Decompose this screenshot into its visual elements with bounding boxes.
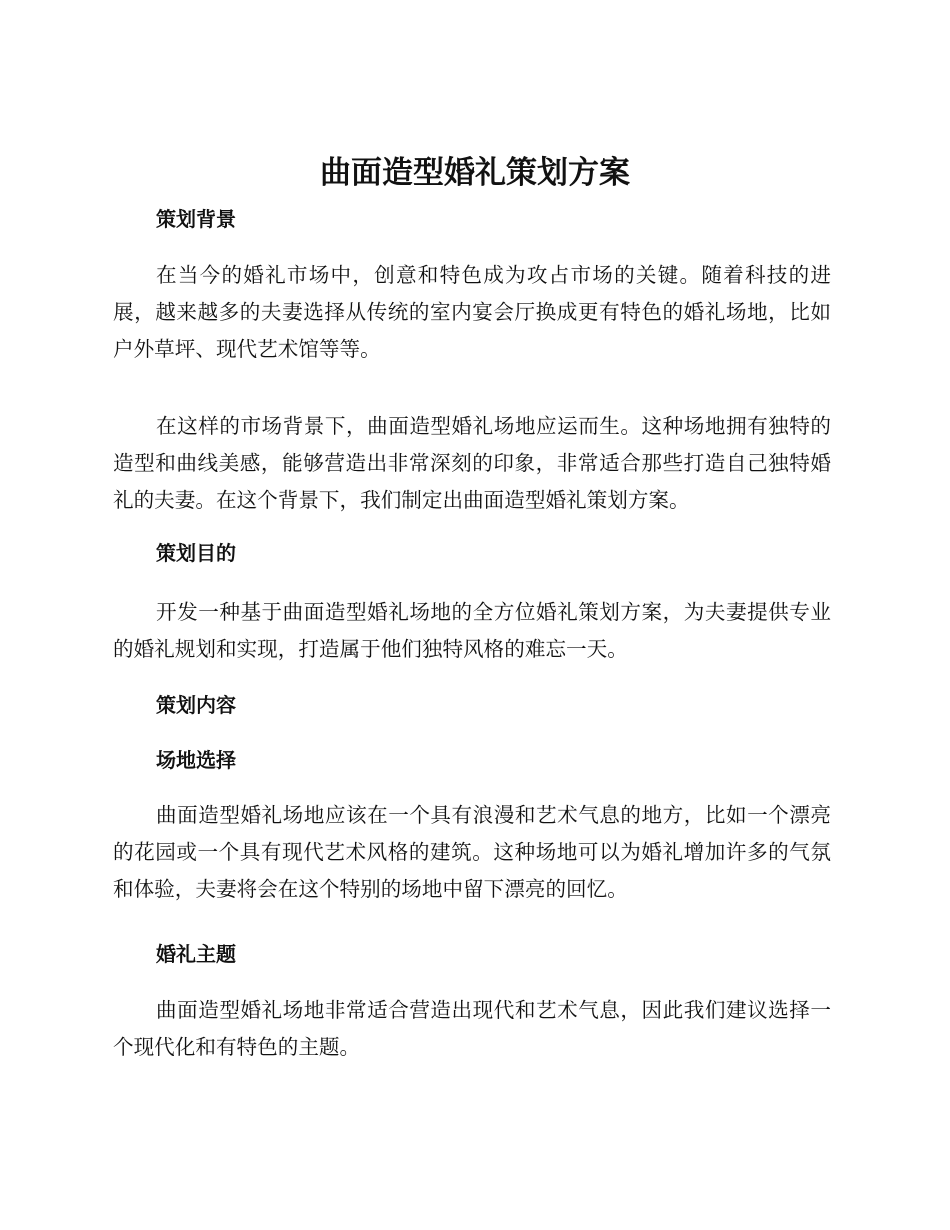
paragraph-venue: 曲面造型婚礼场地应该在一个具有浪漫和艺术气息的地方，比如一个漂亮的花园或一个具有现代艺术风格的建筑。这种场地可以为婚礼增加许多的气氛和体验，夫妻将会在这个特别的场地中留下漂亮的回忆。 (113, 803, 831, 901)
section-heading-background: 策划背景 (156, 207, 236, 231)
section-heading-venue: 场地选择 (156, 748, 236, 772)
document-title: 曲面造型婚礼策划方案 (320, 155, 630, 191)
section-heading-content: 策划内容 (156, 693, 236, 717)
paragraph-purpose: 开发一种基于曲面造型婚礼场地的全方位婚礼策划方案，为夫妻提供专业的婚礼规划和实现，打造属于他们独特风格的难忘一天。 (113, 600, 831, 661)
paragraph-theme: 曲面造型婚礼场地非常适合营造出现代和艺术气息，因此我们建议选择一个现代化和有特色的主题。 (113, 998, 831, 1059)
paragraph-background-2: 在这样的市场背景下，曲面造型婚礼场地应运而生。这种场地拥有独特的造型和曲线美感，能够营造出非常深刻的印象，非常适合那些打造自己独特婚礼的夫妻。在这个背景下，我们制定出曲面造型婚礼策划方案。 (113, 414, 831, 512)
paragraph-background-1: 在当今的婚礼市场中，创意和特色成为攻占市场的关键。随着科技的进展，越来越多的夫妻选择从传统的室内宴会厅换成更有特色的婚礼场地，比如户外草坪、现代艺术馆等等。 (113, 263, 831, 361)
section-heading-theme: 婚礼主题 (156, 942, 236, 966)
section-heading-purpose: 策划目的 (156, 541, 236, 565)
